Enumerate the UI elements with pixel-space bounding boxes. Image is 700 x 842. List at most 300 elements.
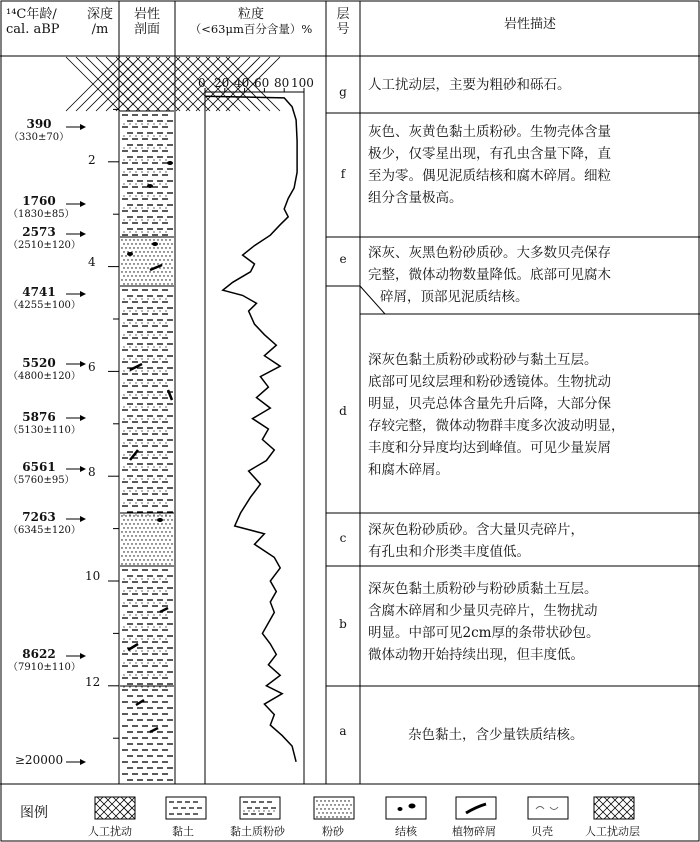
silt-dot <box>135 322 136 323</box>
silt-dot <box>145 263 146 264</box>
silt-dot <box>123 535 124 536</box>
silt-dot <box>155 551 156 552</box>
silt-dot <box>159 490 160 491</box>
plant-debris-symbol <box>150 728 158 732</box>
nodule-symbol <box>147 184 153 188</box>
silt-dot <box>153 195 154 196</box>
silt-dot <box>171 283 172 284</box>
silt-dot <box>139 283 140 284</box>
silt-dot <box>165 555 166 556</box>
silt-dot <box>135 123 136 124</box>
silt-dot <box>147 418 148 419</box>
silt-dot <box>129 346 130 347</box>
silt-dot <box>163 259 164 260</box>
silt-dot <box>131 267 132 268</box>
grain-axis-tick: 80 <box>274 76 290 90</box>
silt-dot <box>153 358 154 359</box>
silt-dot <box>147 466 148 467</box>
silt-dot <box>147 171 148 172</box>
silt-dot <box>135 442 136 443</box>
legend-label: 人工扰动层 <box>585 825 640 838</box>
silt-dot <box>135 543 136 544</box>
silt-dot <box>149 563 150 564</box>
silt-dot <box>133 563 134 564</box>
silt-dot <box>165 279 166 280</box>
silt-dot <box>129 614 130 615</box>
silt-dot <box>163 535 164 536</box>
silt-dot <box>149 279 150 280</box>
silt-dot <box>129 515 130 516</box>
silt-dot <box>123 219 124 220</box>
silt-dot <box>159 195 160 196</box>
silt-dot <box>159 535 160 536</box>
silt-dot <box>147 650 148 651</box>
description-line: 深灰、灰黑色粉砂质砂。大多数贝壳保存 <box>368 245 611 261</box>
silt-dot <box>145 539 146 540</box>
silt-dot <box>135 334 136 335</box>
silt-dot <box>141 686 142 687</box>
header-depth-line1: 深度 <box>86 7 113 22</box>
silt-dot <box>123 466 124 467</box>
layer-description-b <box>368 578 599 666</box>
silt-dot <box>165 239 166 240</box>
silt-dot <box>147 123 148 124</box>
silt-dot <box>135 195 136 196</box>
silt-dot <box>133 555 134 556</box>
silt-dot <box>133 255 134 256</box>
silt-dot <box>165 231 166 232</box>
silt-dot <box>129 219 130 220</box>
description-line: 深灰色黏土质粉砂或粉砂与黏土互层。 <box>368 352 598 368</box>
silt-dot <box>157 247 158 248</box>
silt-dot <box>137 239 138 240</box>
silt-dot <box>129 578 130 579</box>
silt-dot <box>137 263 138 264</box>
silt-dot <box>141 578 142 579</box>
silt-dot <box>135 519 136 520</box>
silt-dot <box>147 519 148 520</box>
silt-dot <box>141 239 142 240</box>
silt-dot <box>147 674 148 675</box>
depth-label: 10 <box>85 569 101 583</box>
silt-dot <box>155 535 156 536</box>
silt-dot <box>141 626 142 627</box>
silt-dot <box>169 263 170 264</box>
silt-dot <box>163 275 164 276</box>
silt-dot <box>129 279 130 280</box>
silt-dot <box>165 418 166 419</box>
silt-dot <box>129 195 130 196</box>
silt-dot <box>147 135 148 136</box>
silt-dot <box>145 555 146 556</box>
age-arrow-head <box>80 361 86 367</box>
silt-dot <box>135 686 136 687</box>
silt-dot <box>159 243 160 244</box>
silt-dot <box>129 490 130 491</box>
legend-title: 图例 <box>20 805 48 821</box>
silt-dot <box>153 555 154 556</box>
silt-dot <box>141 674 142 675</box>
profile-layer-f <box>120 115 174 237</box>
silt-dot <box>153 502 154 503</box>
silt-dot <box>143 551 144 552</box>
silt-dot <box>141 370 142 371</box>
silt-dot <box>163 559 164 560</box>
layer-id-c: c <box>339 531 347 545</box>
silt-dot <box>135 243 136 244</box>
silt-dot <box>149 239 150 240</box>
silt-dot <box>135 346 136 347</box>
silt-dot <box>159 662 160 663</box>
grain-axis-tick: 60 <box>254 76 270 90</box>
silt-dot <box>123 259 124 260</box>
silt-dot <box>135 602 136 603</box>
header-age <box>6 8 86 38</box>
profile-layer-c <box>120 515 174 566</box>
silt-dot <box>165 531 166 532</box>
silt-dot <box>157 523 158 524</box>
age-entry <box>8 285 81 311</box>
silt-dot <box>151 543 152 544</box>
silt-dot <box>169 515 170 516</box>
silt-dot <box>155 259 156 260</box>
silt-dot <box>147 334 148 335</box>
silt-dot <box>135 394 136 395</box>
silt-dot <box>141 555 142 556</box>
silt-dot <box>147 310 148 311</box>
silt-dot <box>165 334 166 335</box>
silt-dot <box>127 283 128 284</box>
silt-dot <box>147 346 148 347</box>
age-arrow-head <box>80 415 86 421</box>
silt-dot <box>141 478 142 479</box>
silt-dot <box>137 247 138 248</box>
silt-dot <box>143 527 144 528</box>
silt-dot <box>147 195 148 196</box>
silt-dot <box>123 519 124 520</box>
header-age-line1: ¹⁴C年龄/ <box>6 7 57 22</box>
silt-dot <box>123 662 124 663</box>
silt-dot <box>127 259 128 260</box>
silt-dot <box>133 279 134 280</box>
silt-dot <box>141 614 142 615</box>
silt-dot <box>141 195 142 196</box>
silt-dot <box>141 515 142 516</box>
silt-dot <box>141 147 142 148</box>
silt-dot <box>139 267 140 268</box>
depth-axis <box>108 109 119 738</box>
silt-dot <box>133 515 134 516</box>
silt-dot <box>123 159 124 160</box>
silt-dot <box>123 267 124 268</box>
silt-dot <box>129 322 130 323</box>
silt-dot <box>121 279 122 280</box>
silt-dot <box>121 539 122 540</box>
silt-dot <box>149 547 150 548</box>
silt-dot <box>147 275 148 276</box>
silt-dot <box>153 263 154 264</box>
silt-dot <box>129 310 130 311</box>
silt-dot <box>165 271 166 272</box>
silt-dot <box>123 171 124 172</box>
silt-dot <box>135 466 136 467</box>
silt-dot <box>159 578 160 579</box>
silt-dot <box>129 430 130 431</box>
silt-dot <box>153 334 154 335</box>
age-cal: （6345±120） <box>8 524 81 536</box>
silt-dot <box>125 547 126 548</box>
silt-dot <box>123 322 124 323</box>
silt-dot <box>153 247 154 248</box>
silt-dot <box>147 638 148 639</box>
grain-axis-tick: 20 <box>214 76 230 90</box>
age-value: 2573 <box>22 225 56 239</box>
silt-dot <box>121 547 122 548</box>
silt-dot <box>137 271 138 272</box>
silt-dot <box>153 239 154 240</box>
silt-dot <box>153 322 154 323</box>
silt-dot <box>151 519 152 520</box>
silt-dot <box>159 614 160 615</box>
silt-dot <box>131 527 132 528</box>
silt-dot <box>123 559 124 560</box>
silt-dot <box>129 298 130 299</box>
layer-id-b: b <box>339 617 347 631</box>
silt-dot <box>149 555 150 556</box>
silt-dot <box>153 159 154 160</box>
silt-dot <box>129 334 130 335</box>
legend-icon-plant <box>456 797 496 819</box>
silt-dot <box>131 283 132 284</box>
silt-dot <box>157 563 158 564</box>
silt-dot <box>169 531 170 532</box>
silt-dot <box>131 535 132 536</box>
silt-dot <box>123 626 124 627</box>
silt-dot <box>129 555 130 556</box>
silt-dot <box>135 478 136 479</box>
silt-dot <box>143 267 144 268</box>
silt-dot <box>159 442 160 443</box>
silt-dot <box>121 563 122 564</box>
silt-dot <box>137 523 138 524</box>
header-layer-line1: 层 <box>336 7 350 22</box>
silt-dot <box>165 370 166 371</box>
silt-dot <box>145 271 146 272</box>
silt-dot <box>153 346 154 347</box>
layer-description-d <box>368 349 625 481</box>
silt-dot <box>163 283 164 284</box>
silt-dot <box>129 674 130 675</box>
silt-dot <box>141 279 142 280</box>
silt-dot <box>139 551 140 552</box>
silt-dot <box>129 263 130 264</box>
silt-dot <box>155 519 156 520</box>
silt-dot <box>165 322 166 323</box>
silt-dot <box>139 259 140 260</box>
silt-dot <box>169 247 170 248</box>
silt-dot <box>123 602 124 603</box>
silt-dot <box>129 239 130 240</box>
silt-dot <box>151 283 152 284</box>
silt-dot <box>133 263 134 264</box>
age-cal: （5130±110） <box>8 424 81 436</box>
plant-debris-symbol <box>160 608 168 612</box>
silt-dot <box>161 255 162 256</box>
silt-dot <box>135 559 136 560</box>
silt-dot <box>163 243 164 244</box>
silt-dot <box>153 382 154 383</box>
silt-dot <box>123 686 124 687</box>
silt-dot <box>171 559 172 560</box>
silt-dot <box>153 638 154 639</box>
age-arrow-head <box>80 653 86 659</box>
silt-dot <box>147 267 148 268</box>
silt-dot <box>165 358 166 359</box>
silt-dot <box>135 614 136 615</box>
silt-dot <box>153 207 154 208</box>
silt-dot <box>153 123 154 124</box>
silt-dot <box>165 515 166 516</box>
silt-dot <box>129 442 130 443</box>
silt-dot <box>133 239 134 240</box>
silt-dot <box>141 135 142 136</box>
silt-dot <box>139 251 140 252</box>
header-depth <box>84 8 116 38</box>
layer-description-e <box>368 242 611 308</box>
silt-dot <box>135 626 136 627</box>
silt-dot <box>129 183 130 184</box>
silt-dot <box>145 515 146 516</box>
silt-dot <box>159 251 160 252</box>
header-profile-line1: 岩性 <box>133 7 160 22</box>
silt-dot <box>153 406 154 407</box>
silt-dot <box>161 515 162 516</box>
silt-dot <box>165 382 166 383</box>
silt-dot <box>147 394 148 395</box>
silt-dot <box>147 207 148 208</box>
silt-dot <box>159 638 160 639</box>
silt-dot <box>123 590 124 591</box>
profile-layer-d <box>120 290 174 516</box>
description-line: 微体动物开始持续出现，但丰度低。 <box>368 647 584 663</box>
header-grain-size <box>177 8 325 36</box>
silt-dot <box>135 358 136 359</box>
age-entry <box>8 460 75 486</box>
silt-dot <box>129 686 130 687</box>
silt-dot <box>165 674 166 675</box>
silt-dot <box>135 674 136 675</box>
silt-dot <box>133 539 134 540</box>
silt-dot <box>165 255 166 256</box>
silt-dot <box>167 275 168 276</box>
silt-dot <box>159 267 160 268</box>
silt-dot <box>147 559 148 560</box>
silt-dot <box>163 251 164 252</box>
silt-dot <box>151 535 152 536</box>
silt-dot <box>165 686 166 687</box>
silt-dot <box>125 279 126 280</box>
silt-dot <box>155 275 156 276</box>
silt-dot <box>153 523 154 524</box>
silt-dot <box>167 243 168 244</box>
silt-dot <box>135 219 136 220</box>
silt-dot <box>165 406 166 407</box>
silt-dot <box>151 275 152 276</box>
silt-dot <box>159 590 160 591</box>
silt-dot <box>161 247 162 248</box>
legend-icon-nodule <box>386 797 426 819</box>
header-layer <box>327 8 359 38</box>
silt-dot <box>147 543 148 544</box>
silt-dot <box>159 183 160 184</box>
silt-dot <box>163 527 164 528</box>
silt-dot <box>141 454 142 455</box>
silt-dot <box>123 195 124 196</box>
description-line: 碎屑，顶部见泥质结核。 <box>380 289 529 305</box>
silt-dot <box>153 219 154 220</box>
silt-dot <box>161 547 162 548</box>
silt-dot <box>165 590 166 591</box>
silt-dot <box>151 551 152 552</box>
silt-dot <box>123 123 124 124</box>
silt-dot <box>159 466 160 467</box>
silt-dot <box>123 251 124 252</box>
silt-dot <box>153 430 154 431</box>
age-value: 390 <box>26 117 52 131</box>
age-value: 6561 <box>22 460 56 474</box>
silt-dot <box>165 662 166 663</box>
silt-dot <box>169 539 170 540</box>
silt-dot <box>153 578 154 579</box>
silt-dot <box>135 527 136 528</box>
silt-dot <box>167 519 168 520</box>
silt-dot <box>141 418 142 419</box>
silt-dot <box>171 275 172 276</box>
silt-dot <box>123 650 124 651</box>
silt-dot <box>153 442 154 443</box>
silt-dot <box>147 147 148 148</box>
silt-dot <box>123 147 124 148</box>
silt-dot <box>165 346 166 347</box>
silt-dot <box>143 243 144 244</box>
silt-dot <box>147 219 148 220</box>
silt-dot <box>159 171 160 172</box>
silt-dot <box>165 614 166 615</box>
silt-dot <box>165 650 166 651</box>
silt-dot <box>125 555 126 556</box>
silt-dot <box>135 430 136 431</box>
silt-dot <box>137 547 138 548</box>
silt-dot <box>171 535 172 536</box>
silt-dot <box>157 271 158 272</box>
silt-dot <box>149 515 150 516</box>
silt-dot <box>153 531 154 532</box>
silt-dot <box>121 555 122 556</box>
silt-dot <box>165 563 166 564</box>
silt-dot <box>139 535 140 536</box>
silt-dot <box>159 430 160 431</box>
silt-dot <box>145 255 146 256</box>
silt-dot <box>159 559 160 560</box>
silt-dot <box>165 454 166 455</box>
legend-label: 黏土质粉砂 <box>230 825 285 838</box>
silt-dot <box>153 614 154 615</box>
silt-dot <box>135 650 136 651</box>
silt-dot <box>165 442 166 443</box>
legend-label: 粉砂 <box>322 825 344 838</box>
silt-dot <box>123 406 124 407</box>
silt-dot <box>123 310 124 311</box>
